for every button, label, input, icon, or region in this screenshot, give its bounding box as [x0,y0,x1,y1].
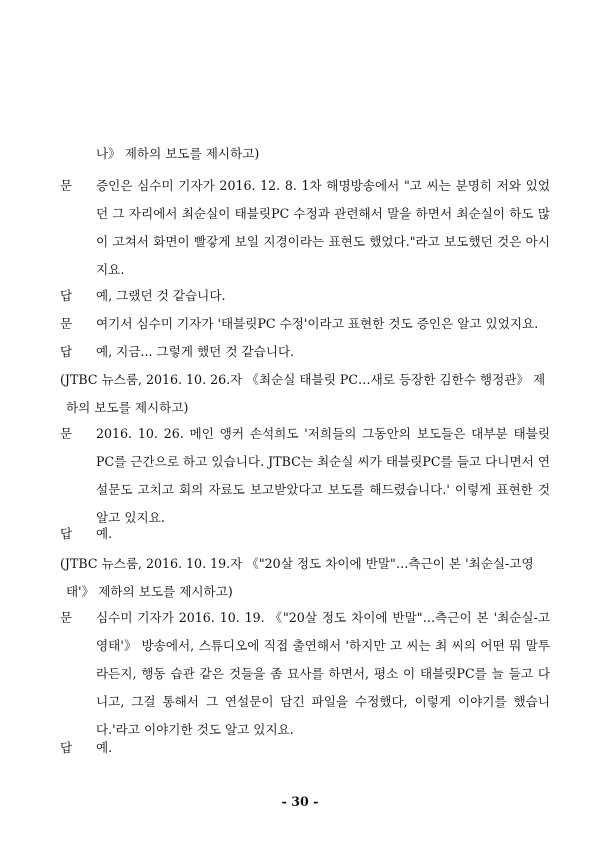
question-label: 문 [60,178,73,193]
question-block [60,604,550,744]
question-label: 문 [60,610,73,625]
question-text: 2016. 10. 26. 메인 앵커 손석희도 '저희들의 그동안의 보도들은 대부분 태블릿PC를 근간으로 하고 있습니다. JTBC는 최순실 씨가 태블릿PC를 들고 다니면서 연설문도 고치고 회의 자료도 보고받았다고 보도를 해드렸습니다.' 이렇게 표현한 것 알고 있지요. [96,426,550,525]
page-number: - 30 - [281,794,319,809]
answer-text: 예, 그랬던 것 같습니다. [96,288,226,303]
answer-block [60,734,550,762]
caption-text: 나》 제하의 보도를 제시하고) [96,146,260,161]
question-text: 증인은 심수미 기자가 2016. 12. 8. 1차 해명방송에서 "고 씨는 분명히 저와 있었던 그 자리에서 최순실이 태블릿PC 수정과 관련해서 말을 하면서 최순실이 하도 많이 고쳐서 화면이 빨갛게 보일 지경이라는 표현도 했었다."라고 보도했던 것은 아시지요. [96,178,550,277]
answer-block [60,282,550,310]
question-text: 여기서 심수미 기자가 '태블릿PC 수정'이라고 표현한 것도 증인은 알고 있었지요. [96,316,539,331]
answer-text: 예. [96,526,113,541]
answer-label: 답 [60,740,73,755]
caption-text: (JTBC 뉴스룸, 2016. 10. 26.자 《최순실 태블릿 PC…새로 등장한 김한수 행정관》 제하의 보도를 제시하고) [60,372,546,415]
answer-label: 답 [60,526,73,541]
answer-block [60,338,550,366]
answer-label: 답 [60,344,73,359]
answer-text: 예, 지금... 그렇게 했던 것 같습니다. [96,344,295,359]
answer-block [60,520,550,548]
caption-text: (JTBC 뉴스룸, 2016. 10. 19.자 《"20살 정도 차이에 반말"…측근이 본 '최순실-고영태'》 제하의 보도를 제시하고) [60,556,534,599]
evidence-caption [60,366,556,422]
caption-continued [96,140,550,168]
question-text: 심수미 기자가 2016. 10. 19. 《"20살 정도 차이에 반말"…측근이 본 '최순실-고영태'》 방송에서, 스튜디오에 직접 출연해서 '하지만 고 씨는 최 씨의 어떤 뭐 말투라든지, 행동 습관 같은 것들을 좀 묘사를 하면서, 평소 이 태블릿PC를 늘 들고 다니고, 그걸 통해서 그 연설문이 담긴 파일을 수정했다, 이렇게 이야기를 했습니다.'라고 이야기한 것도 알고 있지요. [96,610,550,737]
question-label: 문 [60,316,73,331]
question-block [60,310,550,338]
answer-text: 예. [96,740,113,755]
question-label: 문 [60,426,73,441]
question-block [60,420,550,532]
evidence-caption [60,550,556,606]
question-block [60,172,550,284]
answer-label: 답 [60,288,73,303]
